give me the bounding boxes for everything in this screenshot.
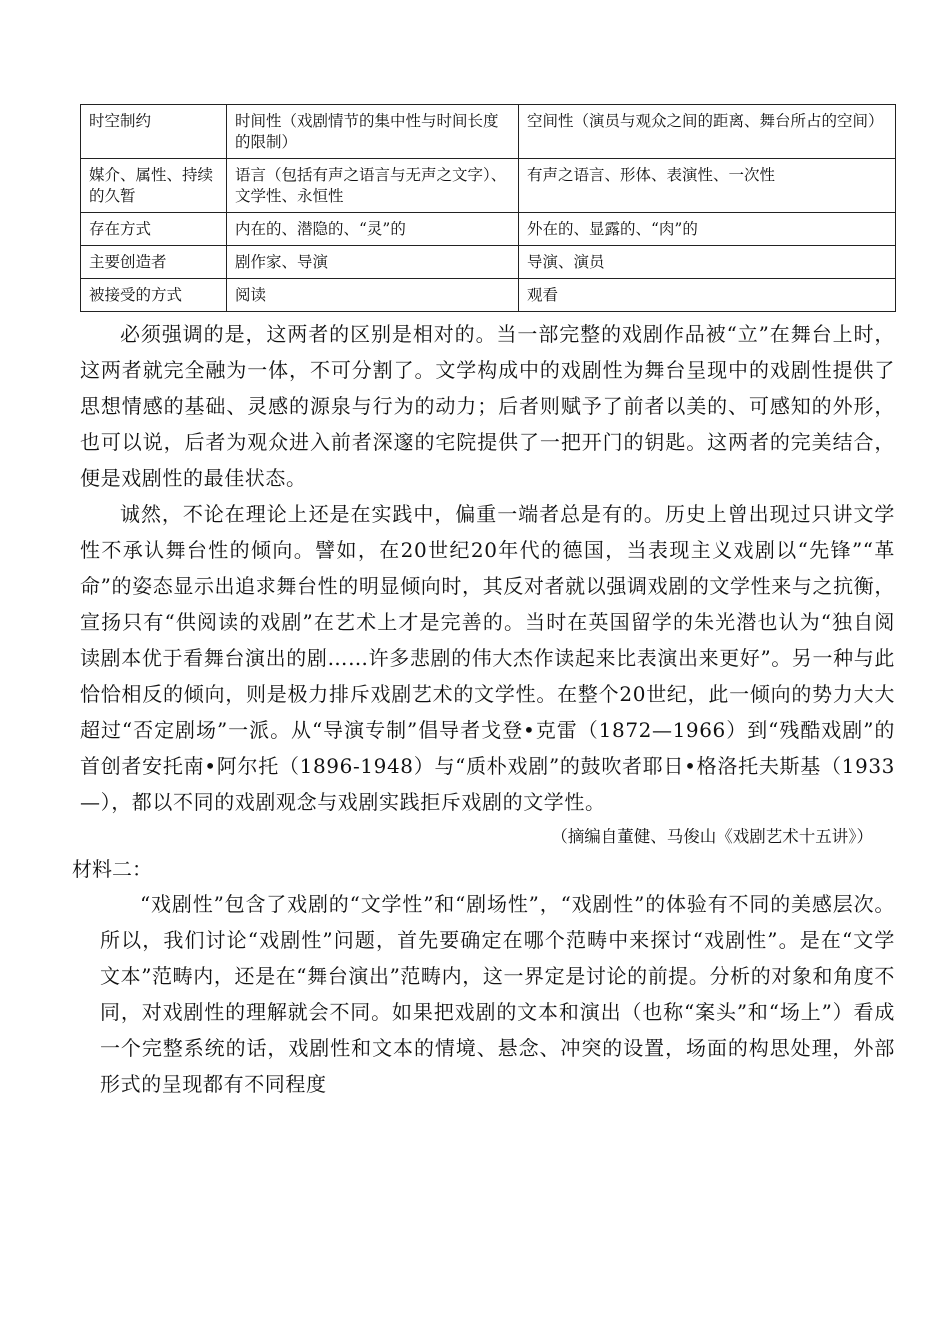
table-row [81,159,896,213]
table-cell: 阅读 [227,279,519,312]
section-heading: 材料二： [72,857,152,881]
body-paragraph: “戏剧性”包含了戏剧的“文学性”和“剧场性”，“戏剧性”的体验有不同的美感层次。所以，我们讨论“戏剧性”问题，首先要确定在哪个范畴中来探讨“戏剧性”。是在“文学文本”范畴内，还是在“舞台演出”范畴内，这一界定是讨论的前提。分析的对象和角度不同，对戏剧性的理解就会不同。如果把戏剧的文本和演出（也称“案头”和“场上”）看成一个完整系统的话，戏剧性和文本的情境、悬念、冲突的设置，场面的构思处理，外部形式的呈现都有不同程度 [100,892,895,1096]
table-cell: 语言（包括有声之语言与无声之文字）、文学性、永恒性 [227,159,519,213]
body-paragraph: 必须强调的是，这两者的区别是相对的。当一部完整的戏剧作品被“立”在舞台上时，这两者就完全融为一体，不可分割了。文学构成中的戏剧性为舞台呈现中的戏剧性提供了思想情感的基础、灵感的源泉与行为的动力；后者则赋予了前者以美的、可感知的外形，也可以说，后者为观众进入前者深邃的宅院提供了一把开门的钥匙。这两者的完美结合，便是戏剧性的最佳状态。 [80,322,895,490]
table-row [81,213,896,246]
body-paragraph: 诚然，不论在理论上还是在实践中，偏重一端者总是有的。历史上曾出现过只讲文学性不承认舞台性的倾向。譬如，在20世纪20年代的德国，当表现主义戏剧以“先锋”“革命”的姿态显示出追求舞台性的明显倾向时，其反对者就以强调戏剧的文学性来与之抗衡，宣扬只有“供阅读的戏剧”在艺术上才是完善的。当时在英国留学的朱光潜也认为“独自阅读剧本优于看舞台演出的剧……许多悲剧的伟大杰作读起来比表演出来更好”。另一种与此恰恰相反的倾向，则是极力排斥戏剧艺术的文学性。在整个20世纪，此一倾向的势力大大超过“否定剧场”一派。从“导演专制”倡导者戈登•克雷（1872—1966）到“残酷戏剧”的首创者安托南•阿尔托（1896-1948）与“质朴戏剧”的鼓吹者耶日•格洛托夫斯基（1933—），都以不同的戏剧观念与戏剧实践拒斥戏剧的文学性。 [80,502,895,814]
table-cell: 剧作家、导演 [227,246,519,279]
source-citation: （摘编自董健、马俊山《戏剧艺术十五讲》） [551,827,873,846]
table-row [81,279,896,312]
table-cell: 导演、演员 [519,246,896,279]
table-cell: 有声之语言、形体、表演性、一次性 [519,159,896,213]
table-cell: 时间性（戏剧情节的集中性与时间长度的限制） [227,105,519,159]
table-cell: 外在的、显露的、“肉”的 [519,213,896,246]
table-row [81,246,896,279]
table-cell: 主要创造者 [81,246,227,279]
table-cell: 媒介、属性、持续的久暂 [81,159,227,213]
document-page [72,104,895,1102]
table-cell: 观看 [519,279,896,312]
table-cell: 空间性（演员与观众之间的距离、舞台所占的空间） [519,105,896,159]
table-cell: 存在方式 [81,213,227,246]
table-cell: 被接受的方式 [81,279,227,312]
table-row [81,105,896,159]
table-cell: 时空制约 [81,105,227,159]
table-cell: 内在的、潜隐的、“灵”的 [227,213,519,246]
comparison-table [80,104,896,312]
